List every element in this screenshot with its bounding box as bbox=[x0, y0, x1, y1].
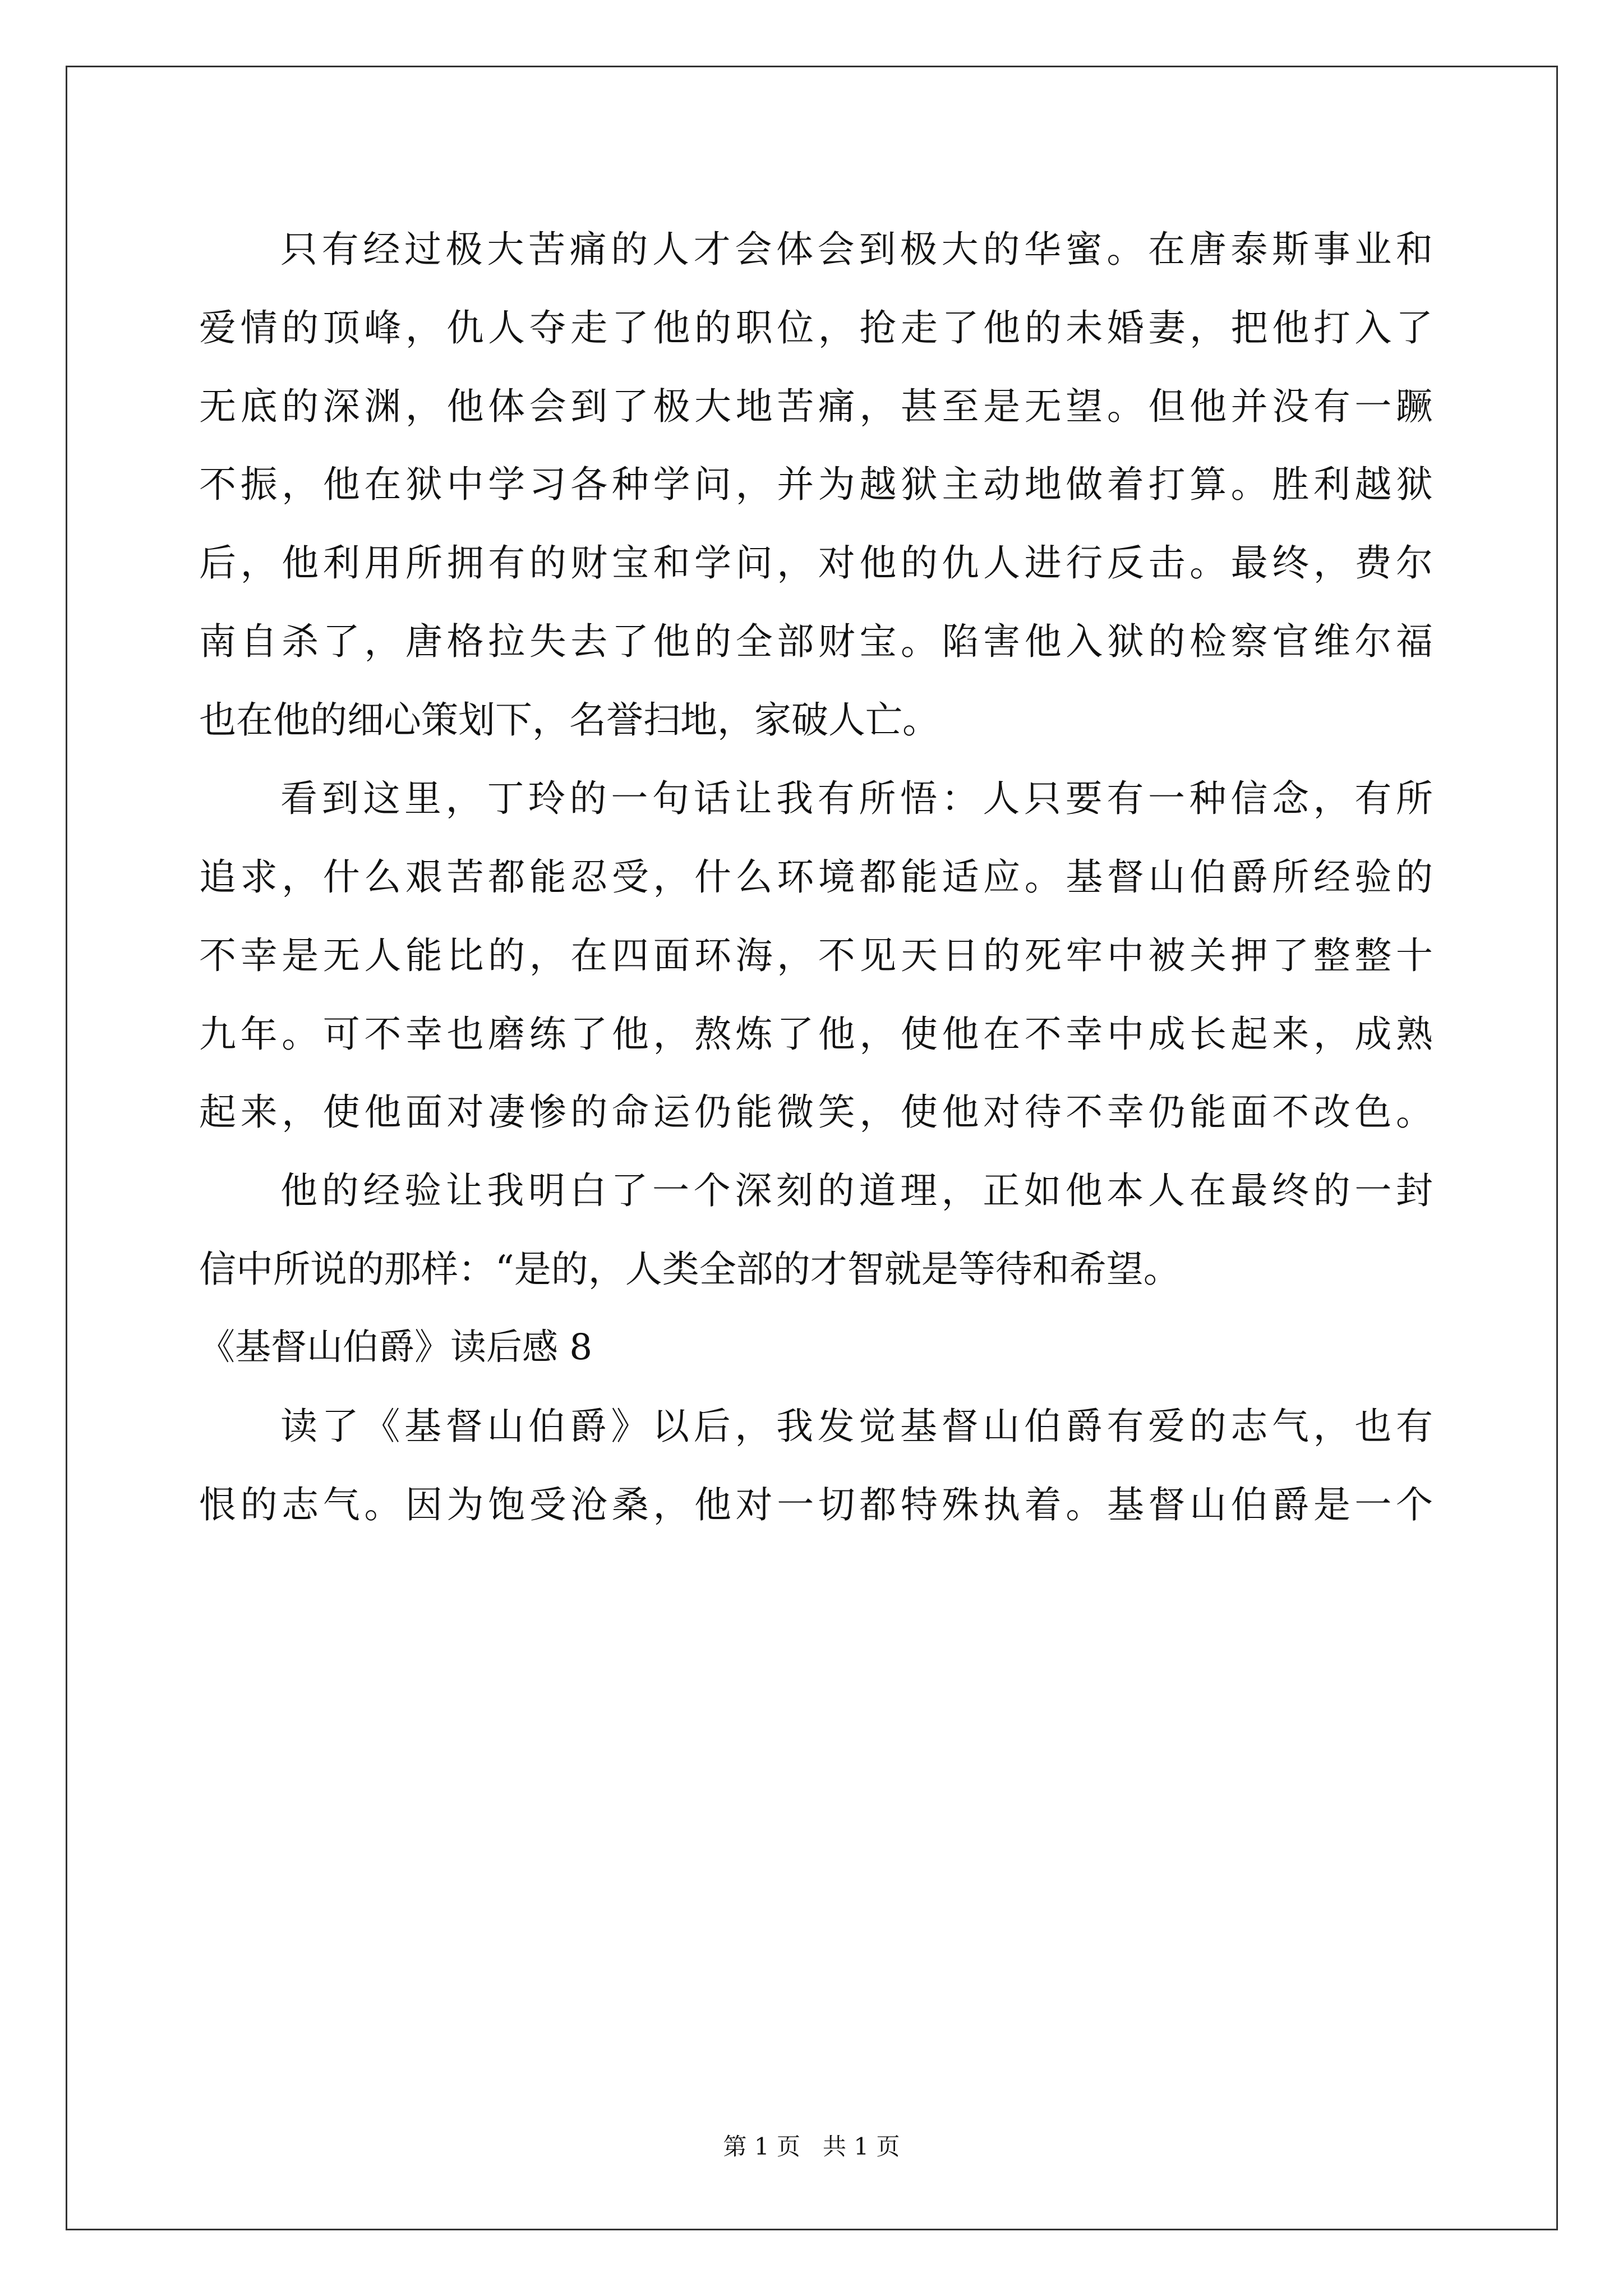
paragraph-line: 读了《基督山伯爵》以后，我发觉基督山伯爵有爱的志气，也有 bbox=[280, 1405, 1433, 1448]
paragraph-line: 九年。可不幸也磨练了他，熬炼了他，使他在不幸中成长起来，成熟 bbox=[199, 1013, 1433, 1056]
paragraph-line: 恨的志气。因为饱受沧桑，他对一切都特殊执着。基督山伯爵是一个 bbox=[199, 1483, 1433, 1526]
page-footer: 第 1 页 共 1 页 bbox=[723, 2133, 900, 2160]
paragraph-line: 爱情的顶峰，仇人夺走了他的职位，抢走了他的未婚妻，把他打入了 bbox=[199, 306, 1433, 349]
paragraph-line: 追求，什么艰苦都能忍受，什么环境都能适应。基督山伯爵所经验的 bbox=[199, 855, 1433, 899]
paragraph-line: 不幸是无人能比的，在四面环海，不见天日的死牢中被关押了整整十 bbox=[199, 934, 1433, 977]
paragraph-line: 南自杀了，唐格拉失去了他的全部财宝。陷害他入狱的检察官维尔福 bbox=[199, 620, 1433, 663]
paragraph-line: 看到这里，丁玲的一句话让我有所悟：人只要有一种信念，有所 bbox=[280, 777, 1433, 820]
paragraph-line: 无底的深渊，他体会到了极大地苦痛，甚至是无望。但他并没有一蹶 bbox=[199, 385, 1433, 428]
paragraph-line: 起来，使他面对凄惨的命运仍能微笑，使他对待不幸仍能面不改色。 bbox=[199, 1091, 1433, 1134]
paragraph-line: 不振，他在狱中学习各种学问，并为越狱主动地做着打算。胜利越狱 bbox=[199, 463, 1433, 506]
paragraph-line: 也在他的细心策划下，名誉扫地，家破人亡。 bbox=[199, 698, 939, 742]
paragraph-line: 后，他利用所拥有的财宝和学问，对他的仇人进行反击。最终，费尔 bbox=[199, 541, 1433, 585]
section-heading: 《基督山伯爵》读后感 8 bbox=[199, 1327, 593, 1368]
paragraph-line: 信中所说的那样：“是的，人类全部的才智就是等待和希望。 bbox=[199, 1248, 1181, 1291]
paragraph-line: 只有经过极大苦痛的人才会体会到极大的华蜜。在唐泰斯事业和 bbox=[280, 228, 1433, 271]
paragraph-line: 他的经验让我明白了一个深刻的道理，正如他本人在最终的一封 bbox=[280, 1169, 1433, 1212]
